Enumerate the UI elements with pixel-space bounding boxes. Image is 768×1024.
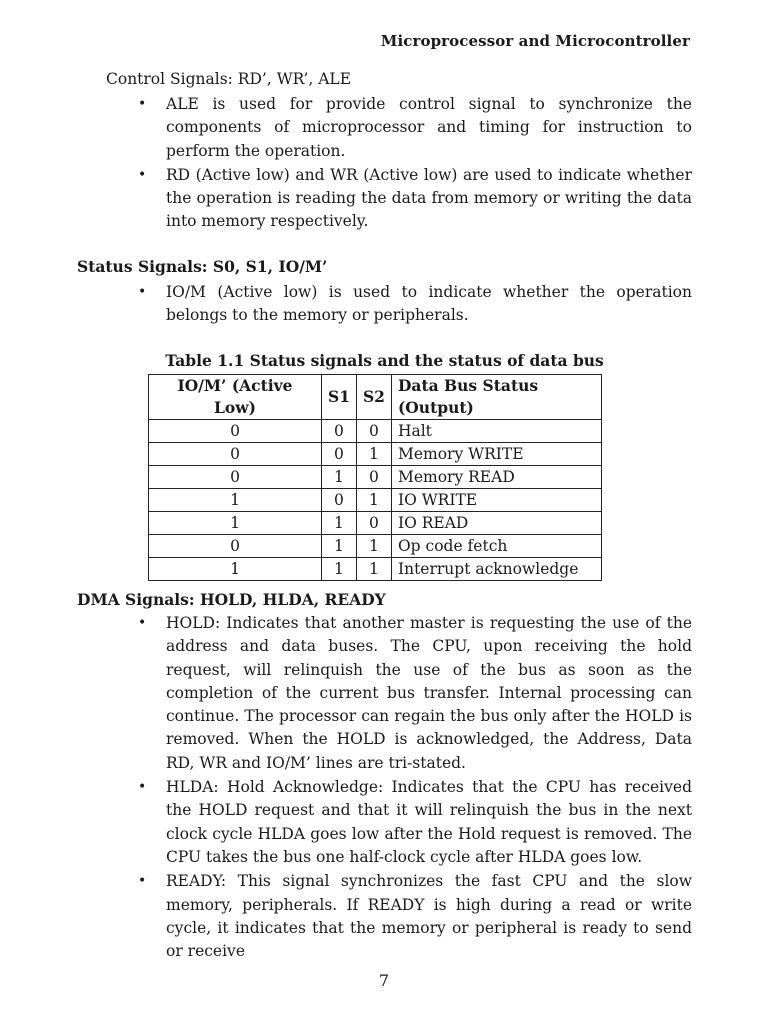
bullet-icon: •	[138, 779, 147, 796]
table-cell: IO READ	[391, 512, 601, 535]
bullet-icon: •	[138, 873, 147, 890]
table-cell: 1	[322, 558, 357, 581]
table-cell: 1	[356, 489, 391, 512]
table-cell: 0	[356, 420, 391, 443]
list-item-text: ALE is used for provide control signal to synchronize the components of microprocessor and timing for instruction to perform the operation.	[166, 95, 692, 160]
page-number: 7	[378, 971, 390, 990]
bullet-icon: •	[138, 166, 147, 183]
list-item-text: READY: This signal synchronizes the fast CPU and the slow memory, peripherals. If READY is high during a read or write cycle, it indicates that the memory or peripheral is ready to send or receive	[166, 872, 692, 961]
running-header: Microprocessor and Microcontroller	[380, 32, 690, 50]
table-cell: 0	[149, 443, 322, 466]
table-cell: 0	[322, 420, 357, 443]
list-item	[136, 612, 692, 775]
column-header-s1: S1	[322, 375, 357, 420]
table-row	[149, 489, 602, 512]
table-caption: Table 1.1 Status signals and the status of data bus	[165, 351, 604, 370]
list-item	[136, 776, 692, 869]
table-cell: 1	[149, 512, 322, 535]
list-item	[136, 281, 692, 328]
table-cell: 1	[356, 443, 391, 466]
table-cell: 1	[322, 512, 357, 535]
table-cell: 1	[149, 558, 322, 581]
bullet-icon: •	[138, 615, 147, 631]
list-item-text: HLDA: Hold Acknowledge: Indicates that the CPU has received the HOLD request and that it will relinquish the bus in the next clock cycle HLDA goes low after the Hold request is removed. The CPU takes the bus one half-clock cycle after HLDA goes low.	[166, 778, 692, 866]
table-row	[149, 420, 602, 443]
table-cell: 1	[149, 489, 322, 512]
status-signals-heading: Status Signals: S0, S1, IO/M’	[77, 257, 328, 276]
table-cell: 1	[356, 535, 391, 558]
table-cell: Op code fetch	[391, 535, 601, 558]
bullet-icon: •	[138, 96, 147, 112]
table-cell: 0	[149, 535, 322, 558]
column-header-bus-status: Data Bus Status (Output)	[391, 375, 601, 420]
column-header-iom: IO/M’ (Active Low)	[149, 375, 322, 420]
table-cell: 1	[322, 466, 357, 489]
status-signals-table	[148, 374, 602, 581]
table-row	[149, 512, 602, 535]
list-item-text: RD (Active low) and WR (Active low) are used to indicate whether the operation is reading the data from memory or writing the data into memory respectively.	[166, 165, 692, 231]
table-row	[149, 466, 602, 489]
table-row	[149, 443, 602, 466]
table-cell: 0	[149, 420, 322, 443]
dma-signals-heading: DMA Signals: HOLD, HLDA, READY	[77, 590, 386, 609]
table-cell: 0	[356, 466, 391, 489]
table-row	[149, 558, 602, 581]
list-item	[136, 870, 692, 963]
table-cell: Interrupt acknowledge	[391, 558, 601, 581]
control-signals-list	[136, 93, 692, 235]
list-item	[136, 93, 692, 163]
table-cell: 1	[356, 558, 391, 581]
list-item-text: IO/M (Active low) is used to indicate whether the operation belongs to the memory or peripherals.	[166, 283, 692, 325]
table-cell: Halt	[391, 420, 601, 443]
column-header-s2: S2	[356, 375, 391, 420]
table-cell: 0	[322, 443, 357, 466]
list-item	[136, 164, 692, 234]
table-cell: Memory READ	[391, 466, 601, 489]
dma-signals-list	[136, 612, 692, 964]
control-signals-title: Control Signals: RD’, WR’, ALE	[106, 70, 352, 88]
table-cell: 0	[322, 489, 357, 512]
table-cell: Memory WRITE	[391, 443, 601, 466]
table-cell: 0	[149, 466, 322, 489]
status-signals-list	[136, 281, 692, 329]
table-row	[149, 535, 602, 558]
list-item-text: HOLD: Indicates that another master is requesting the use of the address and data buses. The CPU, upon receiving the hold request, will relinquish the use of the bus as soon as the completion of the current bus transfer. Internal processing can continue. The processor can regain the bus only after the HOLD is removed. When the HOLD is acknowledged, the Address, Data RD, WR and IO/M’ lines are tri-stated.	[166, 614, 692, 772]
bullet-icon: •	[138, 284, 147, 300]
table-cell: 0	[356, 512, 391, 535]
table-header-row	[149, 375, 602, 420]
table-cell: 1	[322, 535, 357, 558]
table-cell: IO WRITE	[391, 489, 601, 512]
